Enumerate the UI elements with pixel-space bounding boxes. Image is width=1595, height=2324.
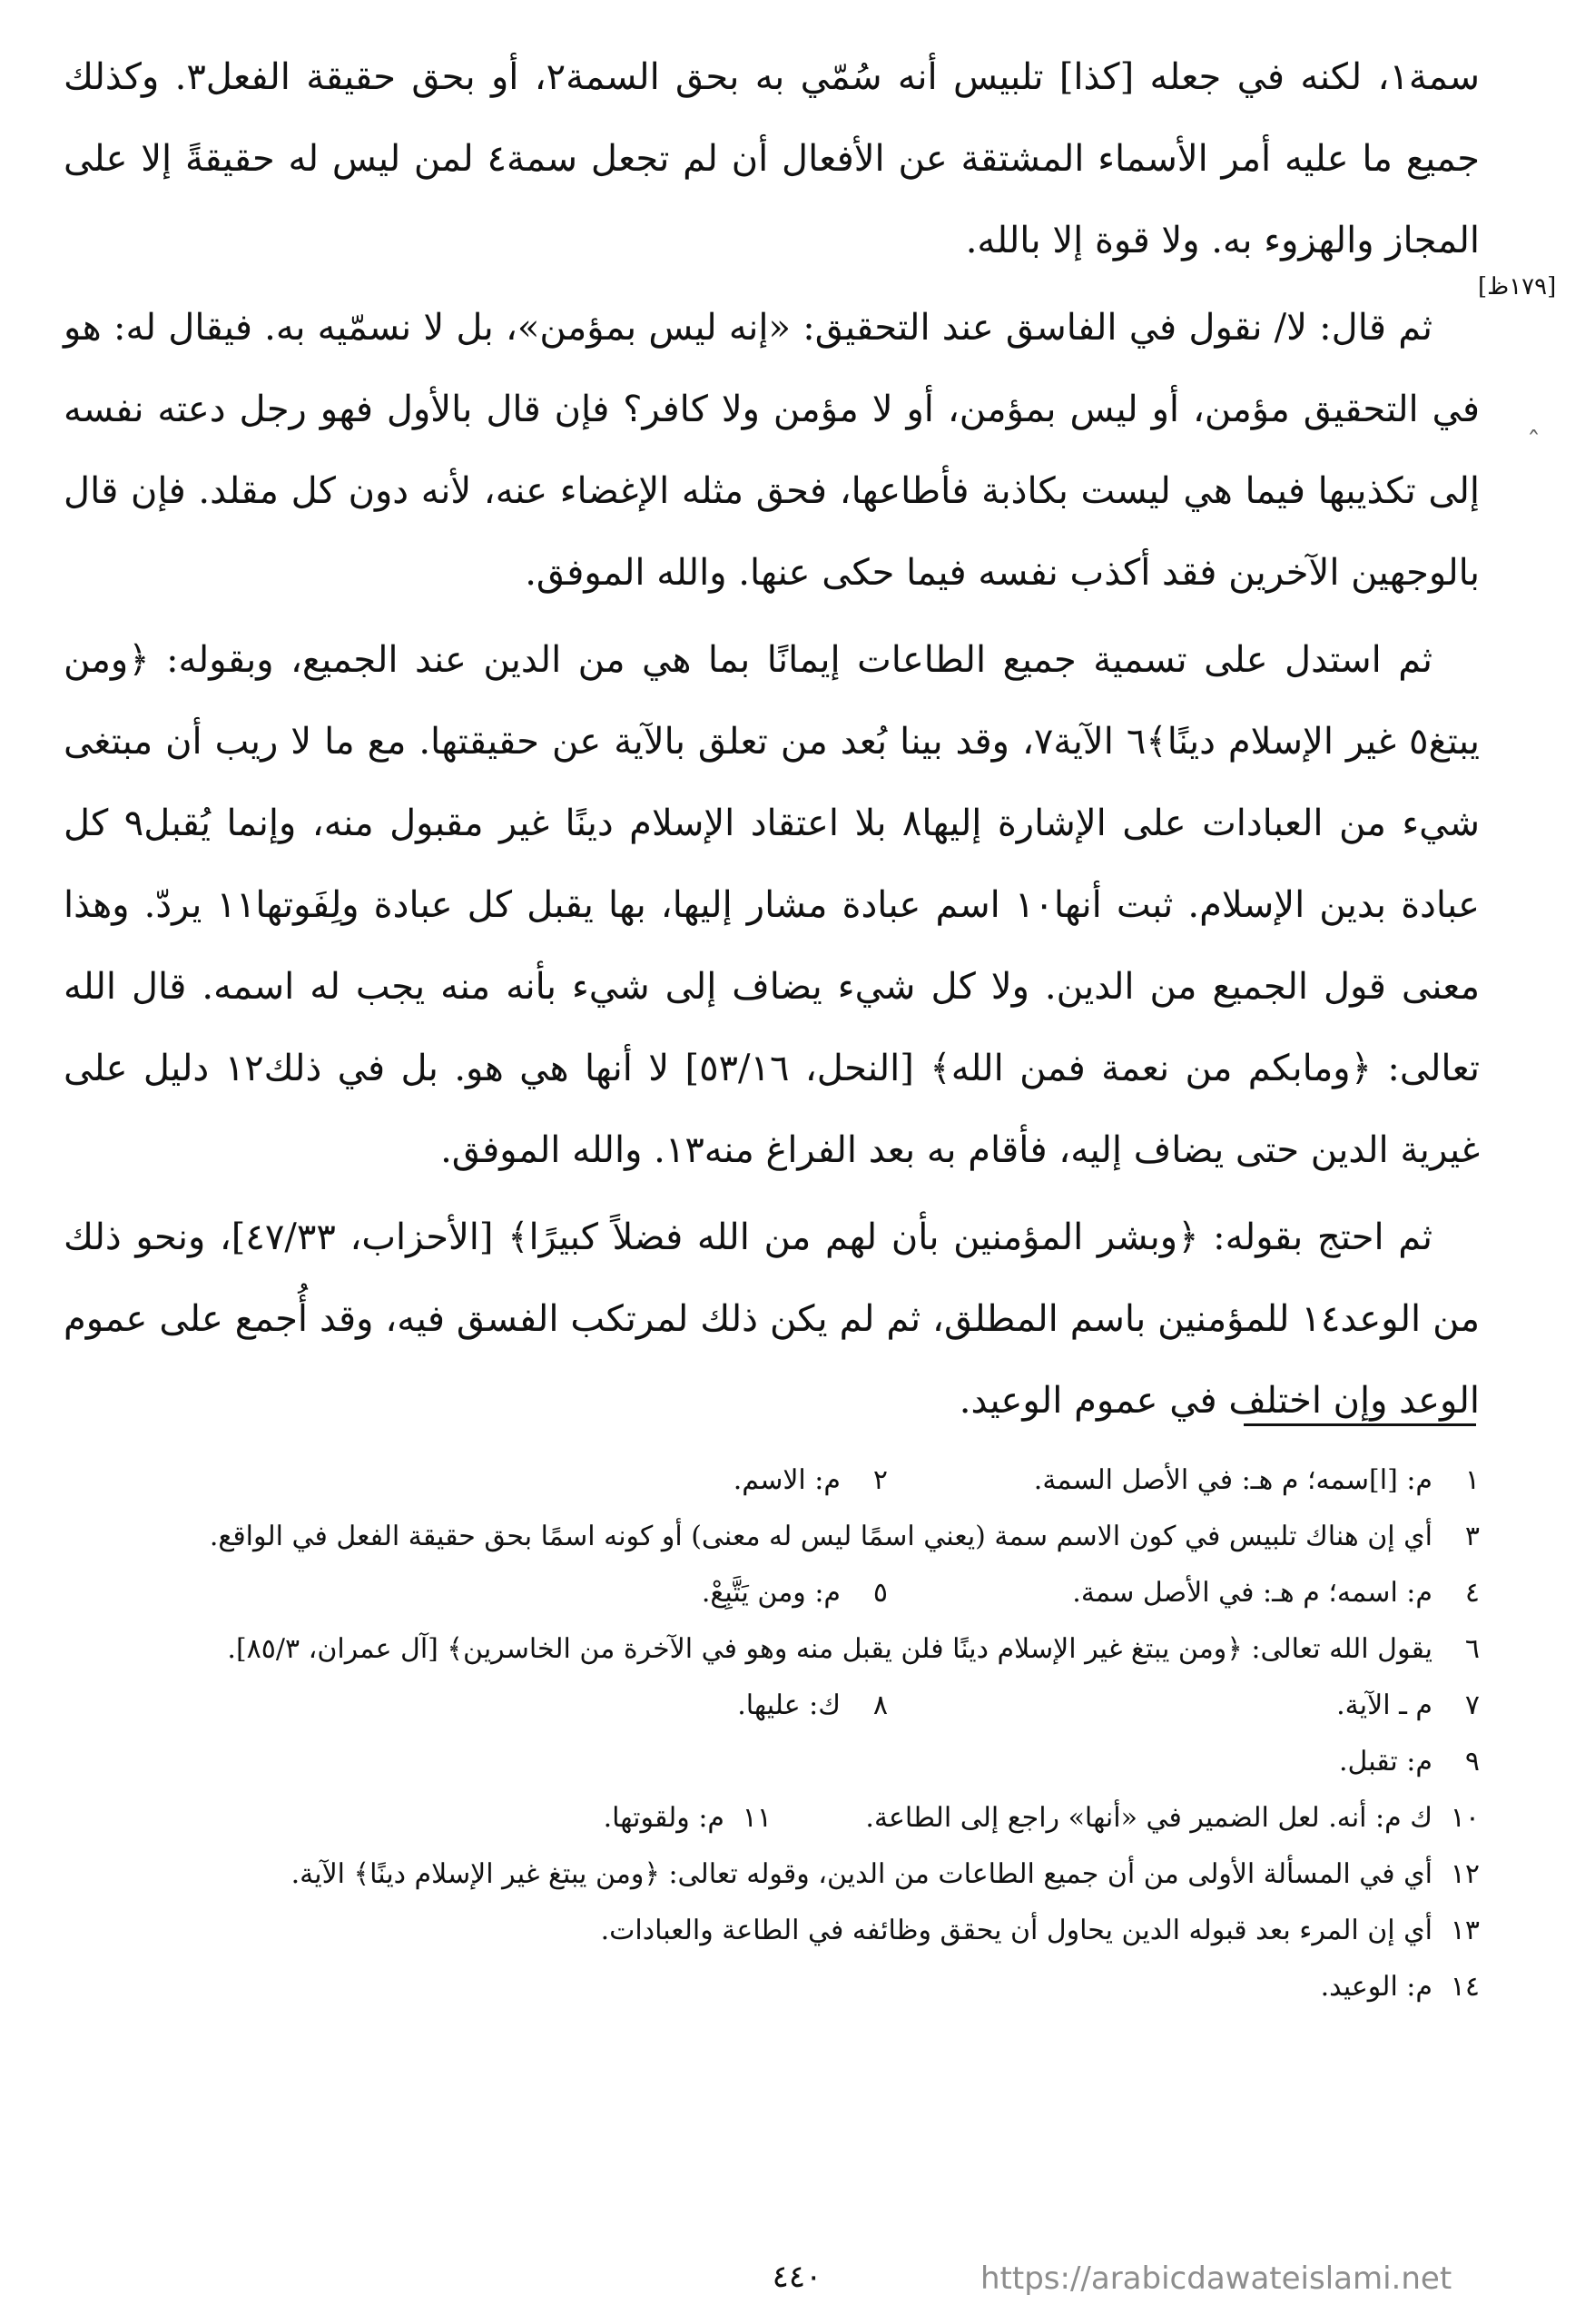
main-text: [64, 36, 1480, 1442]
footnote-text: م: تقبل.: [1338, 1746, 1433, 1777]
footnote-number: ٥: [872, 1577, 888, 1609]
footnote-text: يقول الله تعالى: ﴿ومن يبتغ غير الإسلام دينًا فلن يقبل منه وهو في الآخرة من الخاسرين﴾ [آل عمران، ٨٥/٣].: [227, 1633, 1433, 1665]
footnote-number: ١: [1464, 1464, 1480, 1496]
footnote-number: ٣: [1464, 1521, 1480, 1552]
footnote-text: أي في المسألة الأولى من أن جميع الطاعات من الدين، وقوله تعالى: ﴿ومن يبتغ غير الإسلام دينًا﴾ الآية.: [290, 1858, 1433, 1890]
footnote-text: م: ومن يَتَّبِعْ.: [701, 1577, 841, 1609]
footnote-number: ٨: [872, 1689, 888, 1721]
footnote: [888, 1678, 1480, 1734]
footnote: [64, 1734, 1480, 1790]
footnote-text: ك م: أنه. لعل الضمير في «أنها» راجع إلى الطاعة.: [865, 1802, 1433, 1834]
footnote: [888, 1452, 1480, 1509]
paragraph-1: سمة١، لكنه في جعله [كذا] تلبيس أنه سُمّي به بحق السمة٢، أو بحق حقيقة الفعل٣. وكذلك جميع ما عليه أمر الأسماء المشتقة عن الأفعال أن لم تجعل سمة٤ لمن ليس له حقيقةً إلا على المجاز والهزوء به. ولا قوة إلا بالله.: [64, 56, 1480, 261]
footnote: [64, 1959, 1480, 2015]
footnote-text: م: الوعيد.: [1320, 1971, 1433, 2003]
footnote-text: م: الاسم.: [733, 1464, 841, 1496]
footnote-row: [64, 1790, 1480, 1846]
manuscript-folio-ref: [١٧٩ظ]: [1478, 273, 1557, 300]
footnote-text: م: [ا]سمه؛ م هـ: في الأصل السمة.: [1033, 1464, 1433, 1496]
footnote: [64, 1509, 1480, 1565]
footnote-number: ١٠: [1450, 1802, 1480, 1834]
footnote-text: ك: عليها.: [737, 1689, 841, 1721]
footnote-number: ٧: [1464, 1689, 1480, 1721]
footnote-row: [64, 1678, 1480, 1734]
footnote: [133, 1565, 888, 1621]
footnotes: [64, 1452, 1480, 2015]
footnote-row: [64, 1565, 1480, 1621]
footnote-number: ٩: [1464, 1746, 1480, 1777]
website-watermark: https://arabicdawateislami.net: [980, 2260, 1452, 2297]
footnote-number: ١٢: [1450, 1858, 1480, 1890]
footnote-number: ١٣: [1450, 1915, 1480, 1946]
page-number: ٤٤٠: [772, 2259, 822, 2295]
footnote-text: م ـ الآية.: [1336, 1689, 1433, 1721]
paragraph-2: ثم قال: لا/ نقول في الفاسق عند التحقيق: «إنه ليس بمؤمن»، بل لا نسمّيه به. فيقال له: هو في التحقيق مؤمن، أو ليس بمؤمن، أو لا مؤمن ولا كافر؟ فإن قال بالأول فهو رجل دعته نفسه إلى تكذيبها فيما هي ليست بكاذبة فأطاعها، فحق مثله الإغضاء عنه، لأنه دون كل مقلد. فإن قال بالوجهين الآخرين فقد أكذب نفسه فيما حكى عنها. والله الموفق.: [64, 307, 1480, 594]
paragraph-4: ثم احتج بقوله: ﴿وبشر المؤمنين بأن لهم من الله فضلاً كبيرًا﴾ [الأحزاب، ٤٧/٣٣]، ونحو ذلك من الوعد١٤ للمؤمنين باسم المطلق، ثم لم يكن ذلك لمرتكب الفسق فيه، وقد أُجمع على عموم الوعد وإن اختلف في عموم الوعيد.: [64, 1216, 1480, 1422]
paragraph-3: ثم استدل على تسمية جميع الطاعات إيمانًا بما هي من الدين عند الجميع، وبقوله: ﴿ومن يبتغ٥ غير الإسلام دينًا﴾٦ الآية٧، وقد بينا بُعد من تعلق بالآية عن حقيقتها. مع ما لا ريب أن مبتغى شيء من العبادات على الإشارة إليها٨ بلا اعتقاد الإسلام دينًا غير مقبول منه، وإنما يُقبل٩ كل عبادة بدين الإسلام. ثبت أنها١٠ اسم عبادة مشار إليها، بها يقبل كل عبادة ولِفَوتها١١ يردّ. وهذا معنى قول الجميع من الدين. ولا كل شيء يضاف إلى شيء بأنه منه يجب له اسمه. قال الله تعالى: ﴿ومابكم من نعمة فمن الله﴾ [النحل، ٥٣/١٦] لا أنها هي هو. بل في ذلك١٢ دليل على غيرية الدين حتى يضاف إليه، فأقام به بعد الفراغ منه١٣. والله الموفق.: [64, 639, 1481, 1171]
footnote: [133, 1452, 888, 1509]
footnote-text: م: اسمه؛ م هـ: في الأصل سمة.: [1072, 1577, 1433, 1609]
footnote-separator: [1244, 1423, 1476, 1426]
footnote-number: ٦: [1464, 1633, 1480, 1665]
footnote: [888, 1565, 1480, 1621]
footnote: [133, 1678, 888, 1734]
footnote-text: م: ولقوتها.: [603, 1802, 724, 1834]
footnote: [64, 1903, 1480, 1959]
footnote-text: أي إن هناك تلبيس في كون الاسم سمة (يعني اسمًا ليس له معنى) أو كونه اسمًا بحق حقيقة الفعل في الواقع.: [209, 1521, 1433, 1552]
footnote-row: [64, 1452, 1480, 1509]
footnote-number: ٤: [1464, 1577, 1480, 1609]
footnote: [64, 1790, 772, 1846]
footnote-text: أي إن المرء بعد قبوله الدين يحاول أن يحقق وظائفه في الطاعة والعبادات.: [600, 1915, 1433, 1946]
footnote: [64, 1621, 1480, 1678]
footnote: [772, 1790, 1480, 1846]
footnote: [64, 1846, 1480, 1903]
footnote-number: ١١: [742, 1802, 772, 1834]
margin-mark: ˆ: [1527, 427, 1541, 458]
footnote-number: ٢: [872, 1464, 888, 1496]
footnote-number: ١٤: [1450, 1971, 1480, 2003]
